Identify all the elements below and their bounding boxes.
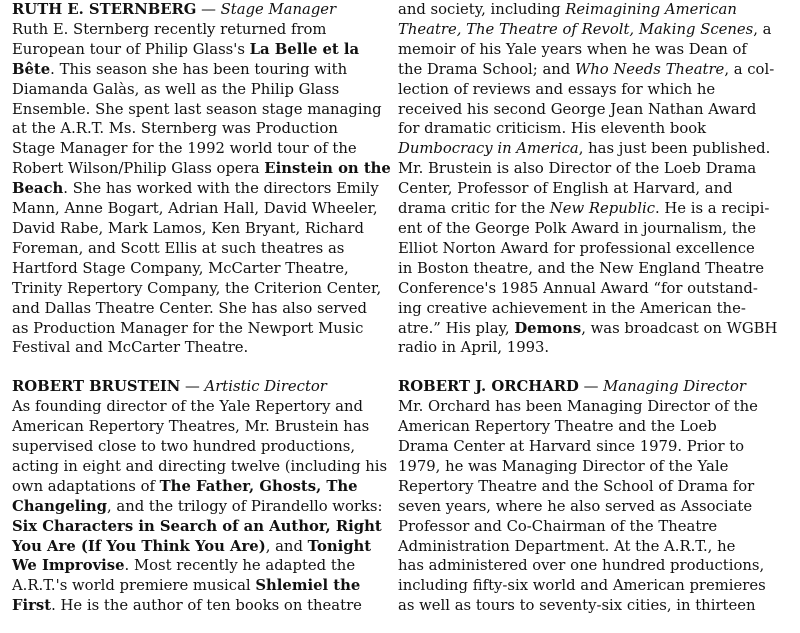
text-line (398, 119, 790, 139)
text-run: 1979, he was Managing Director of the Yale (398, 457, 729, 475)
text-line (398, 219, 790, 239)
text-line (12, 338, 390, 358)
text-run: supervised close to two hundred productions, (12, 438, 356, 456)
text-run: , and the trilogy of Pirandello works: (107, 497, 383, 515)
text-line (398, 60, 790, 80)
text-run: Theatre, The Theatre of Revolt, Making Scenes (398, 20, 754, 38)
text-run: and Dallas Theatre Center. She has also served (12, 299, 367, 317)
text-line (398, 417, 790, 437)
bio-body (398, 397, 790, 616)
text-line (12, 397, 390, 417)
text-run: , and (265, 537, 308, 555)
text-line (12, 537, 390, 557)
text-line (12, 199, 390, 219)
bio-name: RUTH E. STERNBERG (12, 1, 197, 18)
text-run: Stage Manager for the 1992 world tour of the (12, 140, 357, 158)
bio-orchard (398, 377, 790, 616)
bio-sternberg (12, 0, 390, 358)
text-line (12, 60, 390, 80)
text-line (398, 517, 790, 537)
text-line (398, 259, 790, 279)
text-line (398, 397, 790, 417)
text-run: Mr. Orchard has been Managing Director of the (398, 398, 758, 416)
text-line (398, 80, 790, 100)
bio-name: ROBERT J. ORCHARD (398, 378, 579, 396)
text-run: We Improvise (12, 557, 125, 575)
text-run: Trinity Repertory Company, the Criterion Center, (12, 279, 382, 297)
bio-separator: — (578, 378, 604, 396)
bio-brustein (12, 377, 390, 616)
text-run: La Belle et la (249, 40, 360, 58)
bio-brustein-continued (398, 0, 790, 358)
bio-title (398, 377, 790, 397)
text-run: atre.” His play, (398, 319, 515, 337)
bio-body (398, 0, 790, 358)
bio-role: Stage Manager (220, 1, 337, 18)
text-run: Reimagining American (565, 1, 737, 18)
text-run: David Rabe, Mark Lamos, Ken Bryant, Richard (12, 219, 364, 237)
text-line (398, 319, 790, 339)
text-line (12, 457, 390, 477)
text-run: drama critic for the (398, 200, 550, 218)
text-run: Conference's 1985 Annual Award “for outstand- (398, 279, 758, 297)
text-line (12, 100, 390, 120)
text-run: Center, Professor of English at Harvard, and (398, 180, 733, 198)
text-run: Ruth E. Sternberg recently returned from (12, 20, 327, 38)
bio-separator: — (180, 378, 205, 396)
text-run: Dumbocracy in America (398, 140, 579, 158)
bio-body (12, 20, 390, 358)
right-column (398, 0, 790, 616)
bio-separator: — (196, 1, 221, 18)
text-run: Changeling (12, 497, 107, 515)
text-line (12, 497, 390, 517)
text-run: as Production Manager for the Newport Music (12, 319, 364, 337)
left-column (12, 0, 390, 616)
text-run: New Republic (549, 200, 655, 218)
text-line (12, 279, 390, 299)
text-run: as well as tours to seventy-six cities, in thirteen (398, 597, 756, 615)
text-run: Diamanda Galàs, as well as the Philip Glass (12, 80, 340, 98)
text-run: seven years, where he also served as Associate (398, 497, 753, 515)
section-spacer (398, 358, 790, 377)
text-line (398, 159, 790, 179)
text-run: including fifty-six world and American premieres (398, 577, 766, 595)
bio-body (12, 397, 390, 616)
text-run: , a (753, 20, 772, 38)
text-line (12, 576, 390, 596)
text-run: , a col- (724, 60, 775, 78)
bio-title (12, 377, 390, 397)
bio-role: Managing Director (603, 378, 746, 396)
text-line (12, 139, 390, 159)
text-run: radio in April, 1993. (398, 339, 550, 357)
text-run: . Most recently he adapted the (124, 557, 356, 575)
text-run: lection of reviews and essays for which he (398, 80, 716, 98)
text-line (12, 299, 390, 319)
text-run: Festival and McCarter Theatre. (12, 339, 249, 357)
text-run: and society, including (398, 1, 566, 18)
text-line (398, 239, 790, 259)
text-run: . He is the author of ten books on theatre (51, 597, 362, 615)
text-run: Ensemble. She spent last season stage managing (12, 100, 382, 118)
text-line (398, 139, 790, 159)
text-run: A.R.T.'s world premiere musical (12, 577, 256, 595)
text-line (398, 299, 790, 319)
text-run: , has just been published. (578, 140, 771, 158)
text-run: at the A.R.T. Ms. Sternberg was Production (12, 120, 338, 138)
text-line (398, 576, 790, 596)
text-run: As founding director of the Yale Repertory and (12, 398, 363, 416)
text-line (398, 556, 790, 576)
text-run: American Repertory Theatres, Mr. Brustein has (12, 418, 370, 436)
text-run: has administered over one hundred productions, (398, 557, 765, 575)
text-run: The Father, Ghosts, The (159, 477, 358, 495)
text-run: the Drama School; and (398, 60, 575, 78)
text-run: Six Characters in Search of an Author, Right (12, 517, 382, 535)
text-run: Mann, Anne Bogart, Adrian Hall, David Wheeler, (12, 200, 378, 218)
text-run: ing creative achievement in the American the- (398, 299, 746, 317)
text-line (398, 437, 790, 457)
text-line (398, 20, 790, 40)
text-run: Hartford Stage Company, McCarter Theatre, (12, 259, 349, 277)
text-run: . He is a recipi- (655, 200, 770, 218)
text-line (398, 338, 790, 358)
text-run: Foreman, and Scott Ellis at such theatres as (12, 239, 345, 257)
section-spacer (12, 358, 390, 377)
text-run: European tour of Philip Glass's (12, 40, 250, 58)
text-line (398, 179, 790, 199)
text-run: ent of the George Polk Award in journalism, the (398, 219, 757, 237)
text-run: American Repertory Theatre and the Loeb (398, 418, 717, 436)
text-line (398, 100, 790, 120)
text-run: Tonight (307, 537, 372, 555)
text-line (398, 279, 790, 299)
text-run: received his second George Jean Nathan Award (398, 100, 757, 118)
text-line (12, 437, 390, 457)
text-run: Drama Center at Harvard since 1979. Prior to (398, 438, 745, 456)
text-line (398, 40, 790, 60)
text-line (12, 219, 390, 239)
text-run: You Are (If You Think You Are) (12, 537, 266, 555)
text-line (398, 0, 790, 20)
text-run: Robert Wilson/Philip Glass opera (12, 160, 265, 178)
text-line (398, 537, 790, 557)
text-run: memoir of his Yale years when he was Dean of (398, 40, 747, 58)
text-line (12, 596, 390, 616)
text-line (12, 517, 390, 537)
text-line (12, 556, 390, 576)
text-line (12, 119, 390, 139)
text-line (398, 457, 790, 477)
bio-role: Artistic Director (204, 378, 327, 396)
text-run: First (12, 597, 52, 615)
text-run: for dramatic criticism. His eleventh book (398, 120, 707, 138)
text-line (12, 417, 390, 437)
text-line (12, 80, 390, 100)
bio-title (12, 0, 390, 20)
text-line (12, 319, 390, 339)
text-run: Repertory Theatre and the School of Drama for (398, 477, 755, 495)
text-run: Bête (12, 60, 51, 78)
text-run: . This season she has been touring with (50, 60, 348, 78)
text-line (12, 477, 390, 497)
text-line (12, 259, 390, 279)
text-run: . She has worked with the directors Emily (63, 180, 379, 198)
text-run: Elliot Norton Award for professional excellence (398, 239, 755, 257)
text-line (398, 596, 790, 616)
text-line (398, 497, 790, 517)
text-line (12, 20, 390, 40)
text-run: in Boston theatre, and the New England Theatre (398, 259, 765, 277)
text-run: Einstein on the (264, 160, 391, 178)
text-run: Professor and Co-Chairman of the Theatre (398, 517, 718, 535)
text-run: Beach (12, 180, 64, 198)
text-line (12, 40, 390, 60)
text-run: , was broadcast on WGBH (581, 319, 778, 337)
text-run: Who Needs Theatre (574, 60, 725, 78)
text-run: own adaptations of (12, 477, 160, 495)
text-line (398, 199, 790, 219)
text-run: Administration Department. At the A.R.T., he (398, 537, 736, 555)
text-line (12, 159, 390, 179)
text-run: Demons (514, 319, 582, 337)
text-line (12, 179, 390, 199)
text-run: Mr. Brustein is also Director of the Loeb Drama (398, 160, 757, 178)
text-line (12, 239, 390, 259)
text-line (398, 477, 790, 497)
text-run: acting in eight and directing twelve (including his (12, 457, 388, 475)
text-run: Shlemiel the (255, 577, 361, 595)
bio-name: ROBERT BRUSTEIN (12, 378, 181, 396)
